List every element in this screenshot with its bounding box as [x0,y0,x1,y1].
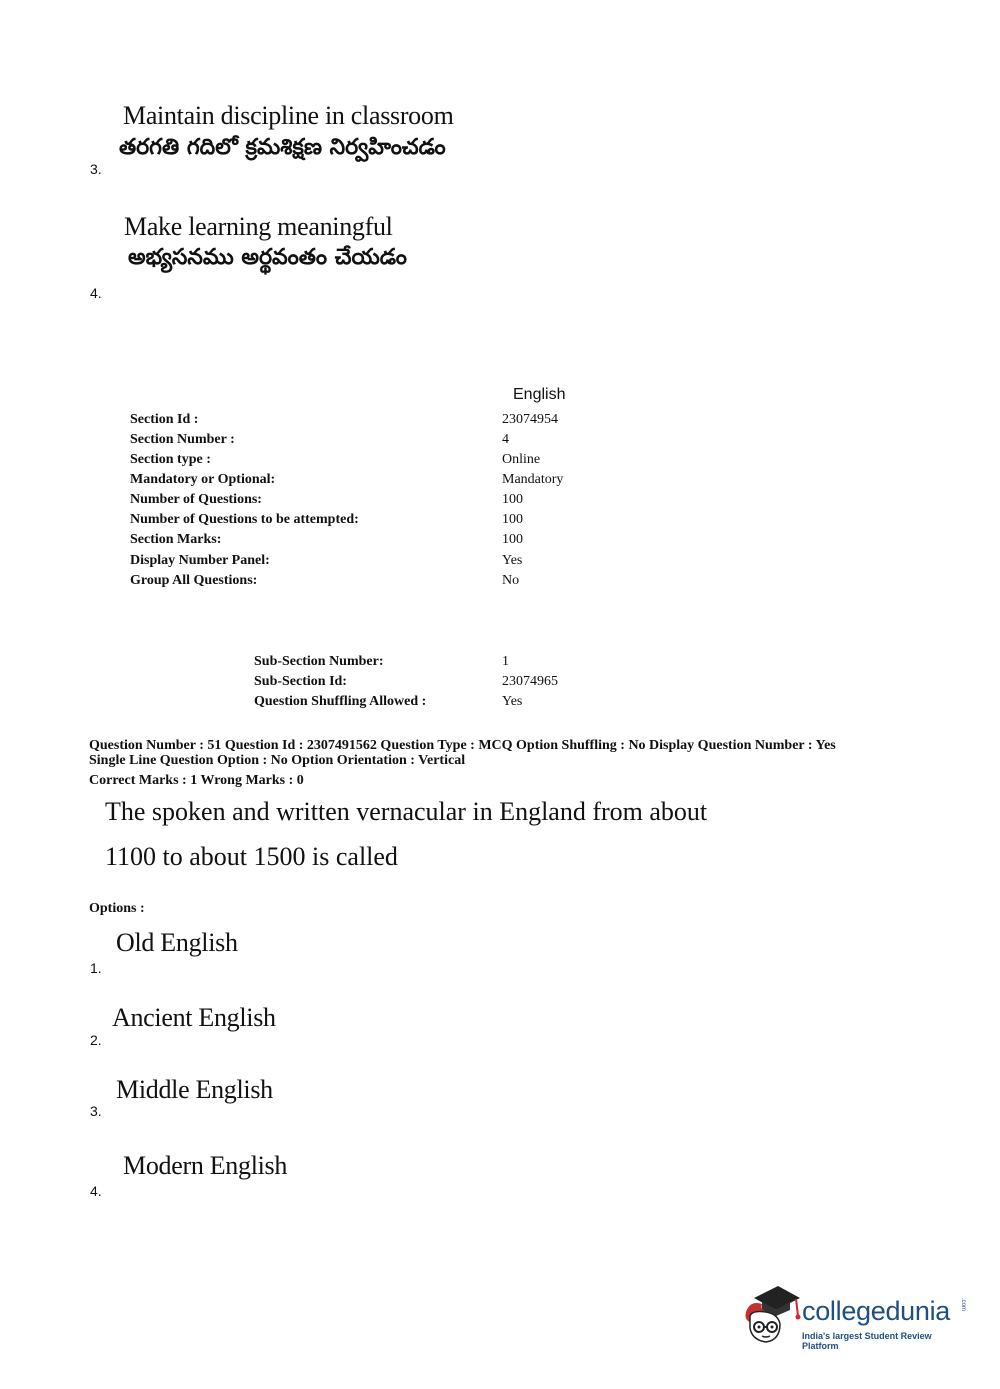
section-row-value: 100 [502,532,523,547]
prev-option-3-english: Maintain discipline in classroom [123,101,454,130]
section-row-value: 100 [502,512,523,527]
sub-section-row-label: Question Shuffling Allowed : [254,694,427,709]
option-2-number: 2. [90,1032,102,1048]
section-row-label: Number of Questions to be attempted: [130,512,359,527]
option-1-number: 1. [90,960,102,976]
option-3-number: 3. [90,1103,102,1119]
logo-wordmark: collegedunia [802,1296,951,1326]
options-label: Options : [89,901,145,916]
prev-option-4-telugu: అభ్యసనము అర్థవంతం చేయడం [128,245,407,270]
option-1-text: Old English [116,928,238,957]
student-mascot-icon [740,1282,802,1350]
prev-option-4-english: Make learning meaningful [124,212,393,241]
section-row-value: Mandatory [502,472,564,487]
sub-section-row-label: Sub-Section Id: [254,674,347,689]
section-row-label: Section Marks: [130,532,222,547]
sub-section-row-value: Yes [502,694,523,709]
sub-section-row-value: 23074965 [502,674,558,689]
option-4-number: 4. [90,1183,102,1199]
question-meta-line-2: Single Line Question Option : No Option Orientation : Vertical [89,753,466,768]
sub-section-row-value: 1 [502,654,509,669]
section-row-label: Section type : [130,452,211,467]
question-meta-line-1: Question Number : 51 Question Id : 2307491562 Question Type : MCQ Option Shuffling : No Display Question Number : Yes [89,738,836,753]
section-row-value: 100 [502,492,523,507]
section-row-value: 4 [502,432,509,447]
section-row-value: 23074954 [502,412,558,427]
question-text-line-1: The spoken and written vernacular in England from about [105,797,708,826]
logo-suffix: .com [960,1298,966,1312]
section-row-label: Mandatory or Optional: [130,472,276,487]
section-row-label: Section Number : [130,432,235,447]
section-row-label: Display Number Panel: [130,553,270,568]
section-row-value: Online [502,452,541,467]
section-row-label: Group All Questions: [130,573,258,588]
section-row-label: Number of Questions: [130,492,262,507]
section-row-value: Yes [502,553,523,568]
option-4-text: Modern English [123,1151,288,1180]
question-text-line-2: 1100 to about 1500 is called [105,842,398,871]
section-row-label: Section Id : [130,412,199,427]
prev-option-3-telugu: తరగతి గదిలో క్రమశిక్షణ నిర్వహించడం [119,135,446,160]
prev-option-4-number: 4. [90,285,102,301]
option-2-text: Ancient English [112,1003,276,1032]
option-3-text: Middle English [116,1075,273,1104]
logo-tagline: India's largest Student Review Platform [802,1331,932,1351]
sub-section-row-label: Sub-Section Number: [254,654,384,669]
prev-option-3-number: 3. [90,161,102,177]
section-row-value: No [502,573,520,588]
section-heading: English [513,386,566,403]
question-meta-line-3: Correct Marks : 1 Wrong Marks : 0 [89,773,304,788]
collegedunia-logo [740,1282,970,1352]
